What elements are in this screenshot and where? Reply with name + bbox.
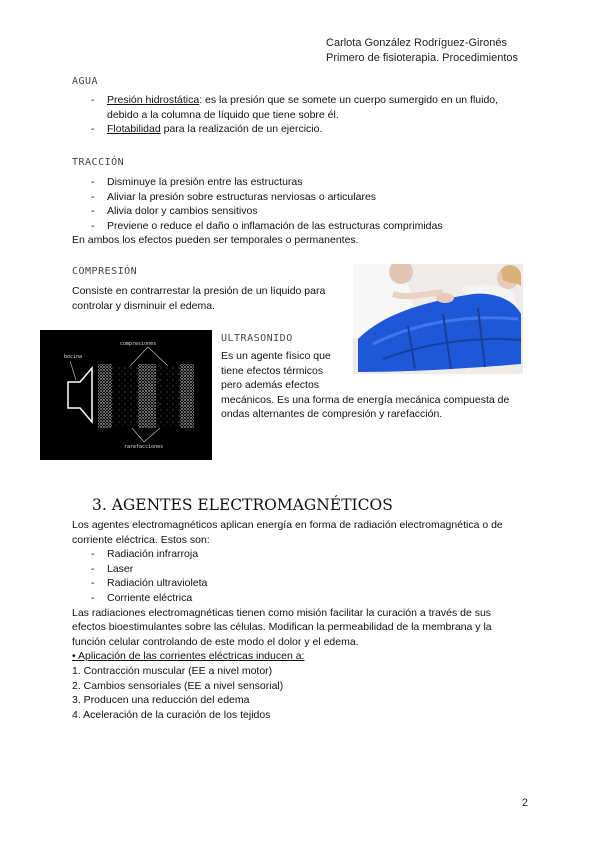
list-item-text: para la realización de un ejercicio. bbox=[160, 123, 323, 136]
sound-wave-illustration bbox=[40, 330, 212, 460]
section-title-ultrasonido: ULTRASONIDO bbox=[221, 333, 293, 344]
paragraph-line: corriente eléctrica. Estos son: bbox=[72, 533, 210, 546]
section-heading-agentes: 3. AGENTES ELECTROMAGNÉTICOS bbox=[92, 496, 393, 514]
list-item: - Disminuye la presión entre las estructuras bbox=[72, 175, 542, 190]
paragraph-line: ondas alternantes de compresión y rarefacción. bbox=[221, 408, 443, 421]
list-item-text: debido a la columna de líquido que tiene sobre él. bbox=[107, 108, 339, 121]
section-title-traccion: TRACCIÓN bbox=[72, 157, 125, 168]
paragraph-line: Consiste en contrarrestar la presión de un líquido para bbox=[72, 285, 326, 297]
traccion-note: En ambos los efectos pueden ser temporales o permanentes. bbox=[72, 234, 359, 246]
paragraph-line: Las radiaciones electromagnéticas tienen como misión facilitar la curación a través de sus bbox=[72, 606, 492, 619]
section-title-agua: AGUA bbox=[72, 76, 99, 87]
label-compresiones: compresiones bbox=[120, 341, 157, 347]
label-bocina: bocina bbox=[64, 354, 83, 360]
traccion-list bbox=[72, 175, 542, 233]
numbered-item: 4. Aceleración de la curación de los tejidos bbox=[72, 708, 271, 721]
numbered-item: 3. Producen una reducción del edema bbox=[72, 694, 250, 707]
term-presion-hidrostatica: Presión hidrostática bbox=[107, 94, 200, 106]
ultrasonido-text bbox=[221, 349, 531, 422]
list-item: - Radiación ultravioleta bbox=[72, 576, 542, 591]
term-flotabilidad: Flotabilidad bbox=[107, 123, 161, 136]
paragraph-line: tiene efectos térmicos bbox=[221, 364, 324, 377]
paragraph-line: Los agentes electromagnéticos aplican energía en forma de radiación electromagnética o de bbox=[72, 519, 503, 531]
subheading-aplicacion: • Aplicación de las corrientes eléctricas inducen a: bbox=[72, 650, 305, 663]
list-item bbox=[72, 122, 542, 137]
section-title-compresion: COMPRESIÓN bbox=[72, 266, 138, 277]
paragraph-line: efectos bioestimulantes sobre las células. Modifican la permeabilidad de la membrana y la bbox=[72, 621, 492, 634]
list-item: - Alivia dolor y cambios sensitivos bbox=[72, 204, 542, 219]
list-item: - Radiación infrarroja bbox=[72, 547, 542, 562]
list-item bbox=[72, 93, 542, 122]
list-item-text: : es la presión que se somete un cuerpo sumergido en un fluido, bbox=[199, 94, 499, 106]
list-item: - Laser bbox=[72, 562, 542, 577]
paragraph-line: mecánicos. Es una forma de energía mecánica compuesta de bbox=[221, 393, 510, 406]
paragraph-line: pero además efectos bbox=[221, 379, 320, 392]
label-rarefacciones: rarefacciones bbox=[124, 444, 164, 450]
list-item: - Aliviar la presión sobre estructuras nerviosas o articulares bbox=[72, 190, 542, 205]
course-name: Primero de fisioterapia. Procedimientos bbox=[326, 52, 518, 64]
compresion-text bbox=[72, 284, 352, 313]
ultrasound-diagram bbox=[40, 330, 212, 460]
author-name: Carlota González Rodríguez-Gironés bbox=[326, 37, 507, 49]
paragraph-line: función celular controlando de este modo el dolor y el edema. bbox=[72, 635, 359, 648]
numbered-item: 2. Cambios sensoriales (EE a nivel sensorial) bbox=[72, 679, 284, 692]
paragraph-line: controlar y disminuir el edema. bbox=[72, 299, 215, 312]
agentes-list bbox=[72, 547, 542, 605]
paragraph-line: Es un agente físico que bbox=[221, 350, 331, 362]
agentes-content bbox=[72, 518, 542, 722]
agua-list bbox=[72, 93, 542, 137]
numbered-item: 1. Contracción muscular (EE a nivel motor) bbox=[72, 664, 273, 677]
page-number: 2 bbox=[521, 797, 528, 809]
list-item: - Corriente eléctrica bbox=[72, 591, 542, 606]
list-item: - Previene o reduce el daño o inflamación de las estructuras comprimidas bbox=[72, 219, 542, 234]
page-header bbox=[326, 36, 518, 66]
